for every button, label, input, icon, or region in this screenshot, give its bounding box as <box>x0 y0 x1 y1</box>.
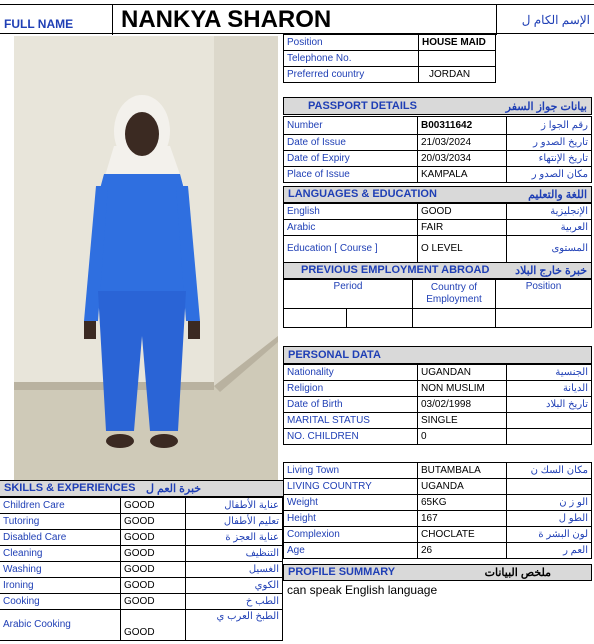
children-ar <box>507 429 592 445</box>
skill-cleaning-label: Cleaning <box>0 546 121 562</box>
living-country-value: UGANDA <box>418 479 507 495</box>
skills-table <box>0 497 283 641</box>
skill-cleaning-value: GOOD <box>121 546 186 562</box>
skill-disabled-care-ar: عناية العجز ة <box>186 530 283 546</box>
profile-title: PROFILE SUMMARY <box>288 566 396 578</box>
telephone-label: Telephone No. <box>284 51 419 67</box>
full-name-value: NANKYA SHARON <box>112 5 497 35</box>
age-label: Age <box>284 543 418 559</box>
living-country-ar <box>507 479 592 495</box>
height-label: Height <box>284 511 418 527</box>
english-value: GOOD <box>418 204 507 220</box>
employment-title-ar: خبرة خارج البلاد <box>515 265 587 277</box>
employment-section-header <box>283 262 592 279</box>
education-value: O LEVEL <box>418 236 507 263</box>
marital-status-label: MARITAL STATUS <box>284 413 418 429</box>
personal-section-header <box>283 346 592 364</box>
position-value: HOUSE MAID <box>419 35 496 51</box>
education-label: Education [ Course ] <box>284 236 418 263</box>
living-town-label: Living Town <box>284 463 418 479</box>
skill-cleaning-ar: التنظيف <box>186 546 283 562</box>
telephone-value <box>419 51 496 67</box>
passport-number-ar: رقم الجوا ز <box>507 117 592 135</box>
date-of-expiry-ar: تاريخ الإنتهاء <box>507 151 592 167</box>
dob-ar: تاريخ البلاد <box>507 397 592 413</box>
complexion-ar: لون البشر ة <box>507 527 592 543</box>
height-ar: الطو ل <box>507 511 592 527</box>
skill-disabled-care-label: Disabled Care <box>0 530 121 546</box>
marital-status-ar <box>507 413 592 429</box>
skill-arabic-cooking-value: GOOD <box>121 610 186 641</box>
education-ar: المستوى <box>507 236 592 263</box>
employment-table <box>283 279 592 328</box>
date-of-expiry-label: Date of Expiry <box>284 151 418 167</box>
other-details-table <box>283 462 592 559</box>
skill-tutoring-value: GOOD <box>121 514 186 530</box>
candidate-photo <box>14 36 278 480</box>
header-bar <box>0 4 594 34</box>
skill-ironing-label: Ironing <box>0 578 121 594</box>
skill-children-care-ar: عناية الأطفال <box>186 498 283 514</box>
passport-title-ar: بيانات جواز السفر <box>505 101 587 113</box>
arabic-value: FAIR <box>418 220 507 236</box>
passport-section-header <box>283 97 592 115</box>
skill-disabled-care-value: GOOD <box>121 530 186 546</box>
languages-title-ar: اللغة والتعليم <box>528 189 587 201</box>
preferred-country-label: Preferred country <box>284 67 419 83</box>
position-label: Position <box>284 35 419 51</box>
full-name-arabic: الإسم الكام ل <box>521 13 590 27</box>
weight-value: 65KG <box>418 495 507 511</box>
profile-title-ar: ملخص البيانات <box>484 567 551 579</box>
skill-ironing-value: GOOD <box>121 578 186 594</box>
person-figure-icon <box>14 36 278 480</box>
nationality-label: Nationality <box>284 365 418 381</box>
skill-washing-value: GOOD <box>121 562 186 578</box>
skill-children-care-label: Children Care <box>0 498 121 514</box>
children-label: NO. CHILDREN <box>284 429 418 445</box>
profile-section-header <box>283 564 592 581</box>
passport-number-label: Number <box>284 117 418 135</box>
english-ar: الإنجليزية <box>507 204 592 220</box>
living-town-value: BUTAMBALA <box>418 463 507 479</box>
profile-text: can speak English language <box>287 583 438 597</box>
religion-ar: الديانة <box>507 381 592 397</box>
languages-table <box>283 203 592 263</box>
place-of-issue-value: KAMPALA <box>418 167 507 183</box>
skill-arabic-cooking-ar: الطبخ العرب ي <box>186 610 283 641</box>
living-town-ar: مكان السك ن <box>507 463 592 479</box>
personal-title: PERSONAL DATA <box>288 349 381 361</box>
skill-washing-ar: الغسيل <box>186 562 283 578</box>
weight-ar: الو ز ن <box>507 495 592 511</box>
passport-number-value: B00311642 <box>418 117 507 135</box>
date-of-expiry-value: 20/03/2034 <box>418 151 507 167</box>
employment-empty-row <box>284 309 413 328</box>
skill-washing-label: Washing <box>0 562 121 578</box>
children-value: 0 <box>418 429 507 445</box>
skills-section-header <box>0 480 283 497</box>
height-value: 167 <box>418 511 507 527</box>
age-ar: العم ر <box>507 543 592 559</box>
place-of-issue-ar: مكان الصدو ر <box>507 167 592 183</box>
full-name-label: FULL NAME <box>4 17 74 31</box>
passport-title: PASSPORT DETAILS <box>308 100 417 112</box>
position-header: Position <box>496 280 592 309</box>
dob-value: 03/02/1998 <box>418 397 507 413</box>
passport-table <box>283 116 592 183</box>
complexion-label: Complexion <box>284 527 418 543</box>
skill-cooking-label: Cooking <box>0 594 121 610</box>
personal-table <box>283 364 592 445</box>
arabic-label: Arabic <box>284 220 418 236</box>
skill-children-care-value: GOOD <box>121 498 186 514</box>
languages-title: LANGUAGES & EDUCATION <box>288 188 437 200</box>
living-country-label: LIVING COUNTRY <box>284 479 418 495</box>
date-of-issue-ar: تاريخ الصدو ر <box>507 135 592 151</box>
marital-status-value: SINGLE <box>418 413 507 429</box>
employment-title: PREVIOUS EMPLOYMENT ABROAD <box>301 264 490 276</box>
skill-tutoring-label: Tutoring <box>0 514 121 530</box>
skill-ironing-ar: الكوي <box>186 578 283 594</box>
dob-label: Date of Birth <box>284 397 418 413</box>
period-header: Period <box>284 280 413 309</box>
place-of-issue-label: Place of Issue <box>284 167 418 183</box>
date-of-issue-value: 21/03/2024 <box>418 135 507 151</box>
english-label: English <box>284 204 418 220</box>
complexion-value: CHOCLATE <box>418 527 507 543</box>
skills-title: SKILLS & EXPERIENCES <box>4 482 136 494</box>
date-of-issue-label: Date of Issue <box>284 135 418 151</box>
skill-tutoring-ar: تعليم الأطفال <box>186 514 283 530</box>
skill-arabic-cooking-label: Arabic Cooking <box>0 610 121 641</box>
preferred-country-value: JORDAN <box>419 67 496 83</box>
religion-value: NON MUSLIM <box>418 381 507 397</box>
languages-section-header <box>283 186 592 203</box>
weight-label: Weight <box>284 495 418 511</box>
country-header: Country of Employment <box>413 280 496 309</box>
skills-title-ar: خبرة العم ل <box>146 483 202 495</box>
skill-cooking-ar: الطب خ <box>186 594 283 610</box>
arabic-ar: العربية <box>507 220 592 236</box>
religion-label: Religion <box>284 381 418 397</box>
position-table <box>283 34 496 83</box>
skill-cooking-value: GOOD <box>121 594 186 610</box>
nationality-value: UGANDAN <box>418 365 507 381</box>
nationality-ar: الجنسية <box>507 365 592 381</box>
age-value: 26 <box>418 543 507 559</box>
